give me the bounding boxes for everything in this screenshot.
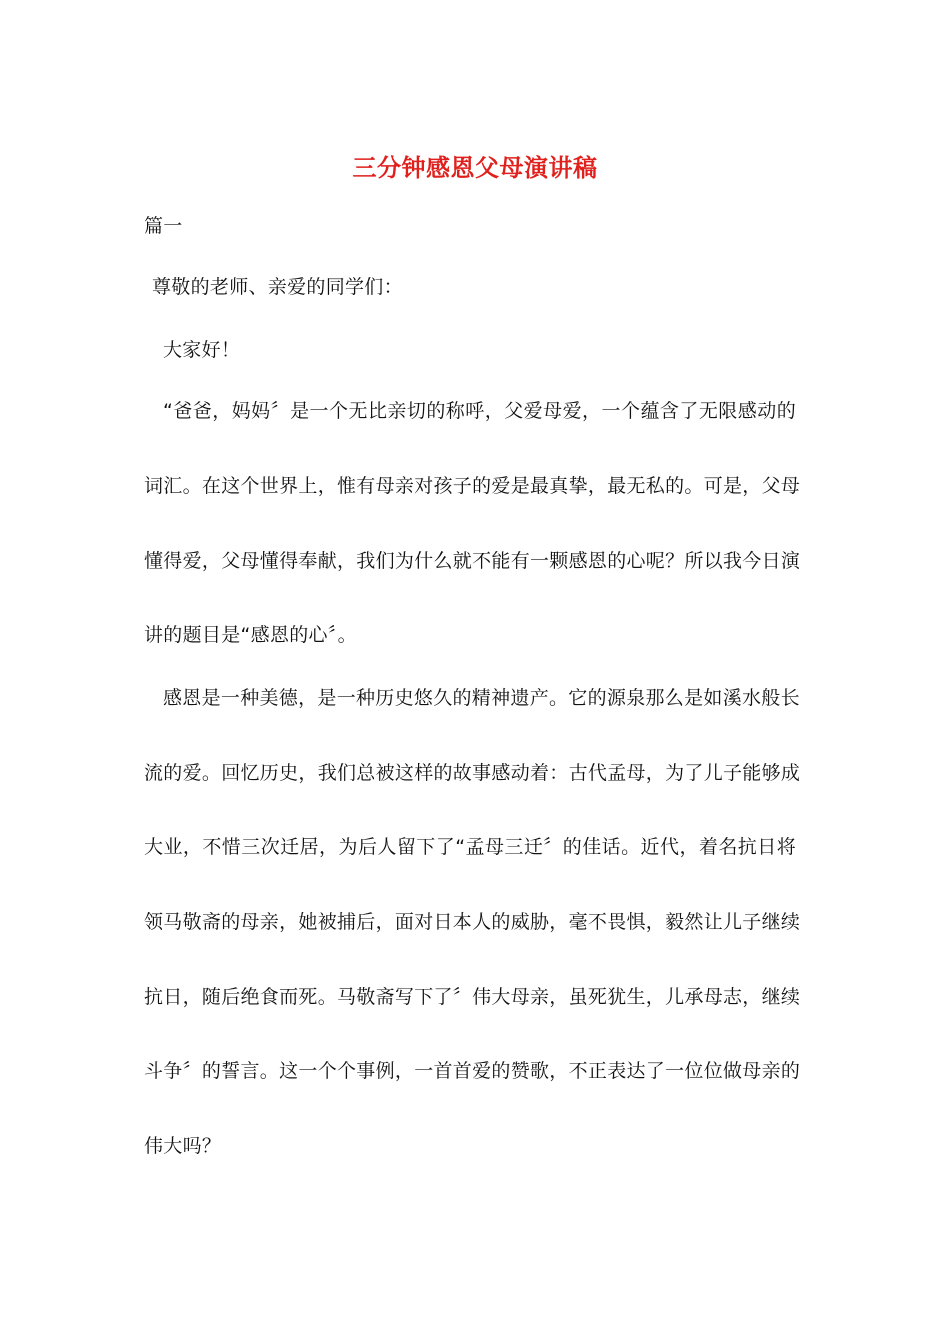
paragraph-1-line-2: 词汇。在这个世界上，惟有母亲对孩子的爱是最真挚，最无私的。可是，父母 <box>144 475 801 497</box>
paragraph-2-line-3: 大业，不惜三次迁居，为后人留下了“孟母三迁〞的佳话。近代，着名抗日将 <box>144 836 796 858</box>
paragraph-1-line-3: 懂得爱，父母懂得奉献，我们为什么就不能有一颗感恩的心呢？所以我今日演 <box>144 550 801 572</box>
paragraph-2-line-5: 抗日，随后绝食而死。马敬斋写下了〞伟大母亲，虽死犹生，儿承母志，继续 <box>144 986 801 1008</box>
paragraph-2-line-6: 斗争〞的誓言。这一个个事例，一首首爱的赞歌，不正表达了一位位做母亲的 <box>144 1060 801 1082</box>
paragraph-2-line-7: 伟大吗？ <box>144 1135 222 1157</box>
paragraph-1-line-1: “爸爸，妈妈〞是一个无比亲切的称呼，父爱母爱，一个蕴含了无限感动的 <box>163 400 796 422</box>
paragraph-2-line-4: 领马敬斋的母亲，她被捕后，面对日本人的威胁，毫不畏惧，毅然让儿子继续 <box>144 911 801 933</box>
paragraph-1-line-4: 讲的题目是“感恩的心〞。 <box>144 624 357 646</box>
salutation: 尊敬的老师、亲爱的同学们： <box>152 276 403 298</box>
paragraph-2-line-1: 感恩是一种美德，是一种历史悠久的精神遗产。它的源泉那么是如溪水般长 <box>163 687 800 709</box>
greeting: 大家好！ <box>163 339 241 361</box>
document-title: 三分钟感恩父母演讲稿 <box>352 153 598 182</box>
section-label: 篇一 <box>144 215 183 237</box>
paragraph-2-line-2: 流的爱。回忆历史，我们总被这样的故事感动着：古代孟母，为了儿子能够成 <box>144 762 801 784</box>
